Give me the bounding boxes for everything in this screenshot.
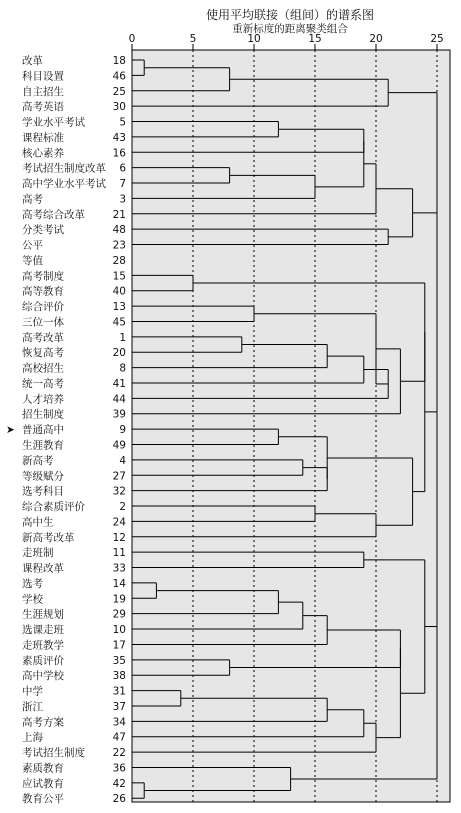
leaf-id: 23: [112, 239, 126, 252]
leaf-label: 自主招生: [22, 85, 64, 98]
leaf-label: 高考方案: [22, 716, 64, 729]
leaf-label: 恢复高考: [22, 347, 64, 360]
leaf-id: 44: [112, 393, 126, 406]
leaf-id: 31: [112, 685, 126, 698]
leaf-label: 高考: [22, 193, 43, 206]
leaf-id: 25: [112, 85, 126, 98]
leaf-label: 应试教育: [22, 777, 64, 790]
tick-label-20: 20: [369, 33, 383, 45]
leaf-id: 9: [119, 424, 126, 437]
leaf-id: 24: [112, 516, 126, 529]
leaf-label: 新高考: [22, 454, 54, 467]
leaf-label: 综合素质评价: [22, 501, 85, 514]
leaf-id: 26: [112, 793, 126, 806]
tick-label-10: 10: [247, 33, 261, 45]
leaf-label: 选考科目: [22, 485, 64, 498]
leaf-id: 7: [119, 178, 126, 191]
leaf-id: 41: [112, 377, 126, 390]
leaf-id: 36: [112, 762, 126, 775]
leaf-id: 49: [112, 439, 126, 452]
leaf-label: 三位一体: [22, 316, 64, 329]
selected-leaf-marker: ➤: [6, 424, 15, 437]
leaf-label: 高校招生: [22, 362, 64, 375]
leaf-label: 人才培养: [22, 393, 64, 406]
leaf-label: 高考英语: [22, 101, 64, 114]
leaf-label: 考试招生制度: [22, 747, 85, 760]
leaf-id: 47: [112, 731, 126, 744]
leaf-id: 14: [112, 577, 126, 590]
leaf-label: 等值: [22, 254, 43, 267]
leaf-label: 课程标准: [22, 131, 64, 144]
leaf-id: 46: [112, 70, 126, 83]
leaf-label: 招生制度: [22, 408, 64, 421]
leaf-label: 高中生: [22, 516, 54, 529]
leaf-id: 17: [112, 639, 126, 652]
leaf-label: 素质评价: [22, 654, 64, 667]
leaf-label: 上海: [22, 731, 43, 744]
leaf-id: 4: [119, 454, 126, 467]
leaf-label: 学校: [22, 593, 43, 606]
leaf-label: 高考综合改革: [22, 208, 85, 221]
leaf-label: 生涯教育: [22, 439, 64, 452]
leaf-id: 29: [112, 608, 126, 621]
leaf-id: 30: [112, 101, 126, 114]
leaf-id: 5: [119, 116, 126, 129]
chart-title: 使用平均联接（组间）的谱系图: [205, 8, 375, 22]
leaf-id: 35: [112, 654, 126, 667]
leaf-label: 课程改革: [22, 562, 64, 575]
leaf-label: 新高考改革: [22, 531, 75, 544]
leaf-label: 教育公平: [22, 793, 64, 806]
leaf-label: 考试招生制度改革: [22, 162, 106, 175]
leaf-id: 38: [112, 670, 126, 683]
leaf-id: 15: [112, 270, 126, 283]
leaf-label: 中学: [22, 685, 43, 698]
leaf-label: 高中学业水平考试: [22, 178, 106, 191]
leaf-id: 43: [112, 131, 126, 144]
leaf-id: 20: [112, 347, 126, 360]
leaf-label: 浙江: [22, 700, 43, 713]
leaf-id: 32: [112, 485, 126, 498]
tick-label-0: 0: [128, 33, 136, 45]
leaf-id: 28: [112, 254, 126, 267]
leaf-id: 1: [119, 331, 126, 344]
leaf-id: 22: [112, 747, 126, 760]
leaf-id: 10: [112, 624, 126, 637]
leaf-label: 公平: [22, 239, 43, 252]
leaf-id: 39: [112, 408, 126, 421]
leaf-label: 高考制度: [22, 270, 64, 283]
tick-label-15: 15: [308, 33, 322, 45]
leaf-id: 48: [112, 224, 126, 237]
leaf-label: 科目设置: [22, 70, 64, 83]
leaf-label: 高等教育: [22, 285, 64, 298]
leaf-label: 核心素养: [22, 147, 64, 160]
leaf-id: 8: [119, 362, 126, 375]
leaf-id: 40: [112, 285, 126, 298]
leaf-label: 走班教学: [22, 639, 64, 652]
leaf-label: 统一高考: [22, 377, 64, 390]
leaf-label: 素质教育: [22, 762, 64, 775]
leaf-id: 13: [112, 301, 126, 314]
leaf-label: 综合评价: [22, 301, 64, 314]
leaf-label: 改革: [22, 55, 43, 67]
plot-area: [132, 50, 450, 802]
x-axis-label: 重新标度的距离聚类组合: [232, 23, 348, 35]
leaf-id: 18: [112, 55, 126, 67]
leaf-id: 16: [112, 147, 126, 160]
leaf-label: 选考: [22, 577, 43, 590]
leaf-label: 学业水平考试: [22, 116, 85, 129]
leaf-id: 2: [119, 501, 126, 514]
leaf-id: 37: [112, 700, 126, 713]
leaf-id: 6: [119, 162, 126, 175]
leaf-label: 普通高中: [22, 424, 64, 437]
leaf-label: 生涯规划: [22, 608, 64, 621]
leaf-id: 11: [112, 547, 126, 560]
leaf-id: 27: [112, 470, 126, 483]
leaf-label: 高考改革: [22, 331, 64, 344]
leaf-id: 12: [112, 531, 126, 544]
tick-label-25: 25: [430, 33, 444, 45]
leaf-id: 33: [112, 562, 126, 575]
leaf-id: 42: [112, 777, 126, 790]
x-axis-ticks: [129, 33, 444, 50]
leaf-id: 45: [112, 316, 126, 329]
leaf-label: 等级赋分: [22, 470, 64, 483]
tick-label-5: 5: [189, 33, 197, 45]
leaf-label: 选课走班: [22, 624, 64, 637]
leaf-label: 走班制: [22, 547, 54, 560]
leaf-label: 分类考试: [22, 224, 64, 237]
leaf-id: 34: [112, 716, 126, 729]
leaf-id: 21: [112, 208, 126, 221]
leaf-id: 19: [112, 593, 126, 606]
leaf-label: 高中学校: [22, 670, 64, 683]
leaf-labels: [6, 54, 126, 805]
leaf-id: 3: [119, 193, 126, 206]
